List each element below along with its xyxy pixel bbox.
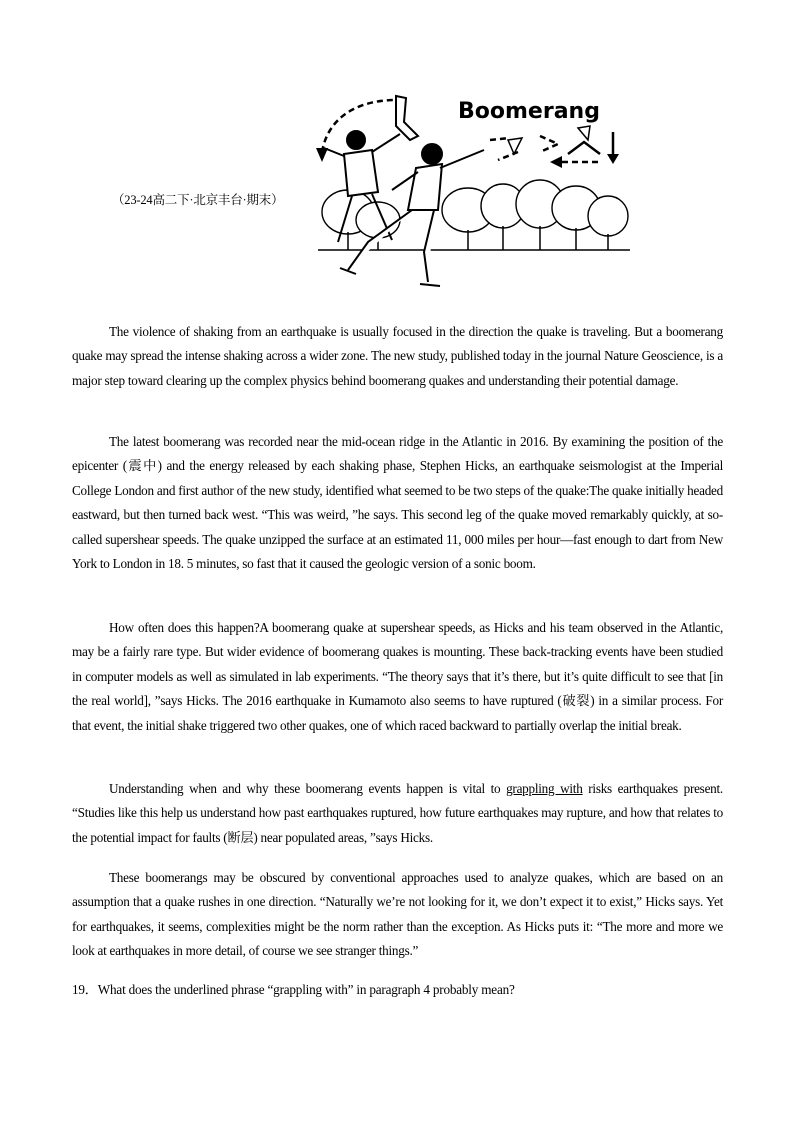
underlined-phrase: grappling with — [506, 781, 583, 796]
boomerang-illustration — [308, 92, 630, 294]
paragraph-2: The latest boomerang was recorded near the mid-ocean ridge in the Atlantic in 2016. By examining the position of the epicenter (震中) and the energy released by each shaking phase, Stephen Hicks, an earthquake seismologist at the Imperial College London and first author of the new study, identified what seemed to be two steps of the quake:The quake initially headed eastward, but then turned back west. “This was weird, ”he says. This second leg of the quake moved remarkably quickly, at so-called supershear speeds. The quake unzipped the surface at an estimated 11, 000 miles per hour—fast enough to dart from New York to London in 18. 5 minutes, so fast that it caused the geologic version of a sonic boom. — [72, 434, 723, 572]
question-text: What does the underlined phrase “grappling with” in paragraph 4 probably mean? — [97, 982, 515, 997]
paragraph-4 — [72, 777, 723, 850]
paragraph-4-end: risks earthquakes present. “Studies like this help us understand how past earthquakes ruptured, how future earthquakes may rupture, and how that relates to the potential impact for faults (断层) near populated areas, ”says Hicks. — [72, 781, 723, 845]
illustration-title: Boomerang — [458, 99, 600, 124]
paragraph-4-start: Understanding when and why these boomerang events happen is vital to — [109, 781, 507, 796]
paragraph-3: How often does this happen?A boomerang quake at supershear speeds, as Hicks and his team observed in the Atlantic, may be a fairly rare type. But wider evidence of boomerang quakes is mounting. These back-tracking events have been studied in computer models as well as simulated in lab experiments. “The theory says that it’s there, but it’s quite difficult to see that [in the real world], ”says Hicks. The 2016 earthquake in Kumamoto also seems to have ruptured (破裂) in a similar process. For that event, the initial shake triggered two other quakes, one of which raced backward to partially overlap the initial break. — [72, 620, 723, 733]
question-19 — [72, 978, 723, 1002]
question-number: 19． — [72, 982, 98, 997]
paragraph-5: These boomerangs may be obscured by conventional approaches used to analyze quakes, which are based on an assumption that a quake rushes in one direction. “Naturally we’re not looking for it, we don’t expect it to exist,” Hicks says. Yet for earthquakes, it seems, complexities might be the norm rather than the exception. As Hicks puts it: “The more and more we look at earthquakes in more detail, of course we see stranger things.” — [72, 870, 723, 959]
paragraph-1: The violence of shaking from an earthquake is usually focused in the direction the quake is traveling. But a boomerang quake may spread the intense shaking across a wider zone. The new study, published today in the journal Nature Geoscience, is a major step toward clearing up the complex physics behind boomerang quakes and understanding their potential damage. — [72, 324, 723, 388]
source-label: （23-24高二下·北京丰台·期末） — [112, 193, 284, 207]
